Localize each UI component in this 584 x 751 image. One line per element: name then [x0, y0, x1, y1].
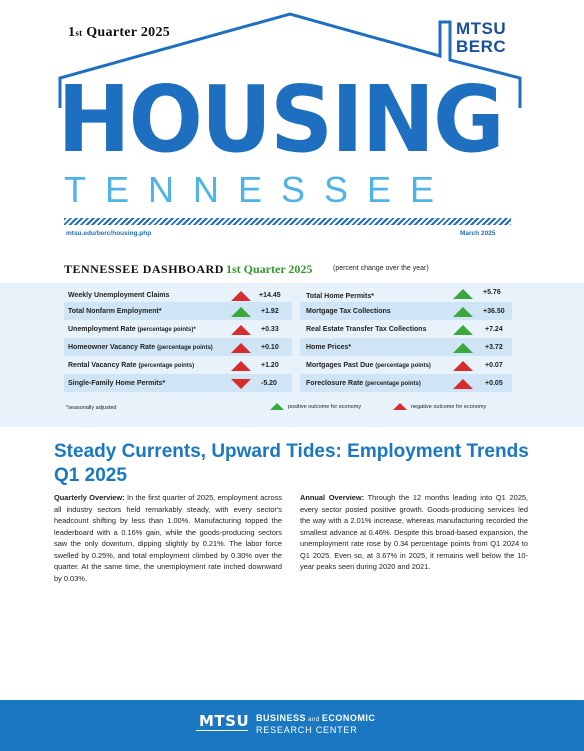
legend-positive-icon — [270, 403, 284, 410]
triangle-up-icon — [231, 307, 251, 317]
triangle-up-icon — [231, 361, 251, 371]
mtsu-berc-logo — [456, 20, 506, 56]
metric-label: Home Prices* — [306, 344, 352, 351]
hatched-divider — [64, 218, 511, 225]
metric-label: Weekly Unemployment Claims — [68, 292, 170, 299]
triangle-up-icon — [453, 361, 473, 371]
logo-berc: BERC — [456, 37, 507, 56]
metric-value: +0.05 — [485, 380, 503, 387]
footer-logo-underline — [196, 730, 248, 731]
quarterly-overview: Quarterly Overview: In the first quarter of 2025, employment across all industry sectors held remarkably steady, with every sector's headcount shifting by less than 1.00%. Manufacturing topped the leaderboard with a 0.16% gain, while the goods-producing sectors saw the only downturn, dipping slightly by 0.21%. The labor force swelled by 0.25%, and total employment climbed by 0.30% over the quarter. At the same time, the unemployment rate inched downward by 0.03%. — [54, 493, 283, 583]
metric-label: Single-Family Home Permits* — [68, 380, 166, 387]
metric-label: Homeowner Vacancy Rate (percentage points) — [68, 344, 213, 351]
triangle-up-icon — [231, 325, 251, 335]
triangle-up-icon — [453, 325, 473, 335]
metric-value: +3.72 — [485, 344, 503, 351]
legend-negative-icon — [393, 403, 407, 410]
footer-center-name: BUSINESS and ECONOMIC — [256, 713, 376, 723]
legend-negative: negative outcome for economy — [411, 404, 487, 410]
issue-date: March 2025 — [460, 230, 496, 237]
footer-center-name-line2: RESEARCH CENTER — [256, 725, 358, 735]
triangle-up-icon — [453, 379, 473, 389]
metric-value: +5.76 — [483, 289, 501, 296]
triangle-up-icon — [231, 291, 251, 301]
metric-value: +14.45 — [259, 292, 281, 299]
metric-value: +36.50 — [483, 308, 505, 315]
metric-value: -5.20 — [261, 380, 277, 387]
dashboard-title: TENNESSEE DASHBOARD — [64, 262, 224, 276]
annual-overview: Annual Overview: Through the 12 months leading into Q1 2025, every sector posted positive growth. Goods-producing services led the way with a 2.01% increase, whereas manufacturing recorded the smallest advance at 0.46%. Despite this broad-based expansion, the unemployment rate rose by 0.34 percentage points from Q1 2024 to Q1 2025. Even so, at 3.67% in 2025, it remains well below the 10-year peaks seen during 2020 and 2021. — [300, 493, 528, 571]
masthead-title: HOUSING — [57, 66, 503, 173]
metric-label: Real Estate Transfer Tax Collections — [306, 326, 427, 333]
legend-positive: positive outcome for economy — [288, 404, 362, 410]
footer-mtsu-logo: MTSU — [199, 712, 250, 730]
metric-label: Mortgage Tax Collections — [306, 308, 391, 315]
metric-value: +0.33 — [261, 326, 279, 333]
triangle-up-icon — [231, 343, 251, 353]
metric-value: +1.20 — [261, 362, 279, 369]
metric-value: +0.10 — [261, 344, 279, 351]
triangle-up-icon — [453, 289, 473, 299]
metric-label: Mortgages Past Due (percentage points) — [306, 362, 431, 369]
metric-label: Unemployment Rate (percentage points)* — [68, 326, 196, 333]
triangle-up-icon — [453, 307, 473, 317]
triangle-up-icon — [453, 343, 473, 353]
issue-quarter: 1st Quarter 2025 — [68, 25, 171, 40]
masthead-subtitle: TENNESSEE — [64, 169, 454, 210]
dashboard-note: (percent change over the year) — [333, 265, 429, 272]
metric-value: +0.07 — [485, 362, 503, 369]
dashboard-quarter: 1st Quarter 2025 — [226, 262, 313, 276]
metric-value: +1.92 — [261, 308, 279, 315]
metric-label: Foreclosure Rate (percentage points) — [306, 380, 421, 387]
article-headline: Steady Currents, Upward Tides: Employment Trends Q1 2025 — [54, 441, 529, 486]
metric-label: Total Nonfarm Employment* — [68, 308, 162, 315]
website-link[interactable]: mtsu.edu/berc/housing.php — [66, 230, 152, 237]
seasonal-footnote: *seasonally adjusted — [66, 405, 117, 411]
logo-mtsu: MTSU — [456, 19, 507, 38]
metric-label: Rental Vacancy Rate (percentage points) — [68, 362, 195, 369]
metric-value: +7.24 — [485, 326, 503, 333]
triangle-down-icon — [231, 379, 251, 389]
metric-label: Total Home Permits* — [306, 293, 374, 300]
